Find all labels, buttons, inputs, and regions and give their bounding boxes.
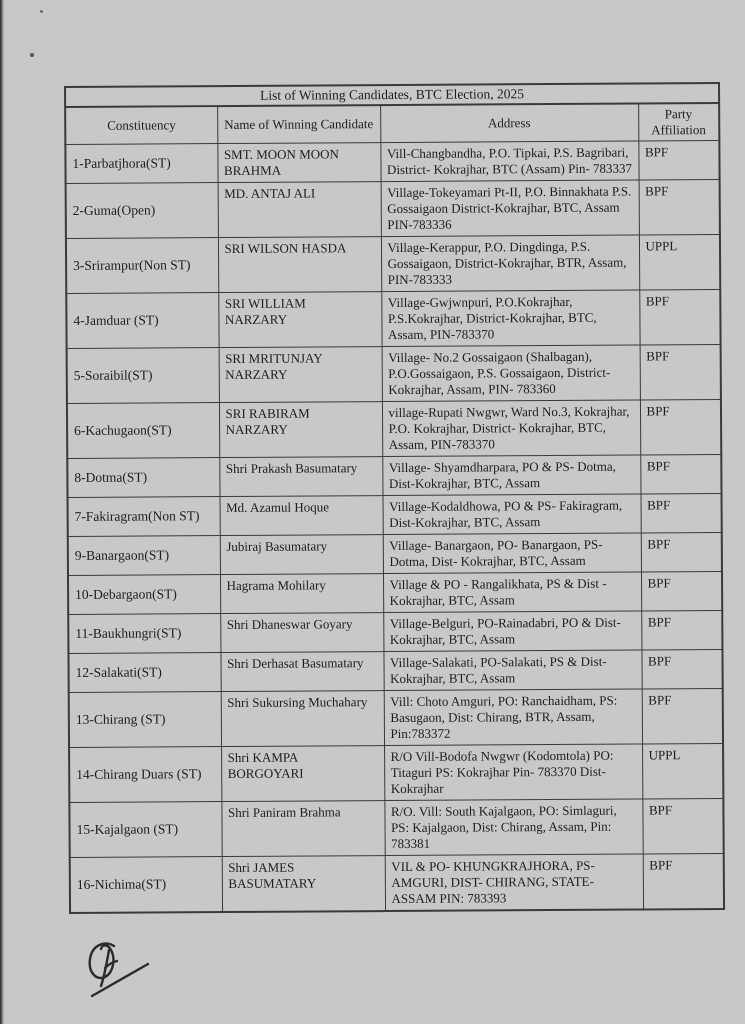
constituency-cell: 8-Dotma(ST) [67, 458, 219, 498]
address-cell: Vill-Changbandha, P.O. Tipkai, P.S. Bagribari, District- Kokrajhar, BTC (Assam) Pin- 783337 [380, 141, 638, 182]
candidate-name-cell: Shri JAMES BASUMATARY [222, 856, 385, 912]
party-cell: BPF [641, 649, 722, 688]
address-cell: Village & PO - Rangalikhata, PS & Dist - Kokrajhar, BTC, Assam [383, 572, 641, 613]
constituency-cell: 4-Jamduar (ST) [66, 293, 218, 349]
constituency-cell: 3-Srirampur(Non ST) [66, 238, 218, 294]
table-row [67, 344, 721, 403]
address-cell: R/O. Vill: South Kajalgaon, PO: Simlaguri, PS: Kajalgaon, Dist: Chirang, Assam, Pin: 783381 [384, 799, 642, 856]
constituency-cell: 10-Debargaon(ST) [68, 575, 220, 615]
candidate-name-cell: Shri Paniram Brahma [221, 801, 384, 857]
constituency-cell: 6-Kachugaon(ST) [67, 403, 219, 459]
party-cell: BPF [641, 610, 722, 649]
column-header-address: Address [380, 103, 638, 142]
address-cell: Village-Kodaldhowa, PO & PS- Fakiragram, Dist-Kokrajhar, BTC, Assam [383, 494, 641, 535]
constituency-cell: 7-Fakiragram(Non ST) [68, 497, 220, 537]
column-header-constituency: Constituency [65, 106, 217, 144]
constituency-cell: 1-Parbatjhora(ST) [65, 144, 217, 184]
table-header-row [65, 103, 719, 144]
candidate-name-cell: Hagrama Mohilary [220, 574, 383, 614]
candidate-name-cell: SRI MRITUNJAY NARZARY [219, 347, 382, 403]
table-row [68, 571, 722, 614]
table-row [66, 234, 720, 293]
constituency-cell: 12-Salakati(ST) [68, 653, 220, 693]
address-cell: Village-Belguri, PO-Rainadabri, PO & Dist- Kokrajhar, BTC, Assam [383, 611, 641, 652]
table-row [69, 688, 723, 747]
address-cell: Village-Kerappur, P.O. Dingdinga, P.S. Gossaigaon, District-Kokrajhar, BTR, Assam, PIN-783333 [381, 235, 639, 292]
table-row [65, 141, 719, 184]
address-cell: Vill: Choto Amguri, PO: Ranchaidham, PS: Basugaon, Dist: Chirang, BTR, Assam, Pin:783372 [384, 689, 642, 746]
constituency-cell: 9-Banargaon(ST) [68, 536, 220, 576]
scan-edge-artifact [0, 0, 4, 1024]
candidate-name-cell: Shri Derhasat Basumatary [220, 652, 383, 692]
scan-speck [30, 53, 34, 57]
constituency-cell: 16-Nichima(ST) [70, 857, 222, 913]
table-row [67, 454, 721, 497]
column-header-party: Party Affiliation [638, 103, 719, 141]
address-cell: Village-Tokeyamari Pt-II, P.O. Binnakhata P.S. Gossaigaon District-Kokrajhar, BTC, Assam PIN-783336 [381, 180, 639, 237]
table-row [66, 289, 720, 348]
constituency-cell: 2-Guma(Open) [66, 183, 218, 239]
candidate-name-cell: Shri Dhaneswar Goyary [220, 613, 383, 653]
party-cell: BPF [641, 532, 722, 571]
address-cell: Village-Salakati, PO-Salakati, PS & Dist- Kokrajhar, BTC, Assam [383, 650, 641, 691]
column-header-name: Name of Winning Candidate [217, 105, 380, 143]
table-row [67, 399, 721, 458]
constituency-cell: 15-Kajalgaon (ST) [69, 802, 221, 858]
constituency-cell: 11-Baukhungri(ST) [68, 614, 220, 654]
candidate-name-cell: SRI WILLIAM NARZARY [218, 292, 381, 348]
party-cell: BPF [640, 399, 721, 454]
party-cell: BPF [641, 493, 722, 532]
candidate-name-cell: SRI WILSON HASDA [218, 237, 381, 293]
party-cell: BPF [643, 853, 724, 909]
candidate-name-cell: Shri KAMPA BORGOYARI [221, 746, 384, 802]
party-cell: UPPL [639, 234, 720, 289]
address-cell: Village-Gwjwnpuri, P.O.Kokrajhar, P.S.Kokrajhar, District-Kokrajhar, BTC, Assam, PIN-783370 [381, 290, 639, 347]
party-cell: BPF [640, 454, 721, 493]
table-row [66, 180, 720, 239]
table-row [68, 532, 722, 575]
party-cell: UPPL [642, 743, 723, 798]
constituency-cell: 5-Soraibil(ST) [67, 348, 219, 404]
table-row [68, 610, 722, 653]
table-row [68, 493, 722, 536]
winning-candidates-table [64, 82, 725, 914]
address-cell: Village- No.2 Gossaigaon (Shalbagan), P.O.Gossaigaon, P.S. Gossaigaon, District-Kokrajhar, Assam, PIN- 783360 [382, 345, 640, 402]
party-cell: BPF [640, 344, 721, 399]
candidate-name-cell: Shri Sukursing Muchahary [221, 691, 384, 747]
party-cell: BPF [639, 180, 720, 235]
handwritten-signature-icon [84, 938, 180, 1008]
party-cell: BPF [642, 688, 723, 743]
address-cell: VIL & PO- KHUNGKRAJHORA, PS- AMGURI, DIST- CHIRANG, STATE-ASSAM PIN: 783393 [385, 854, 643, 911]
candidate-name-cell: Md. Azamul Hoque [220, 496, 383, 536]
candidate-name-cell: Jubiraj Basumatary [220, 535, 383, 575]
table-title: List of Winning Candidates, BTC Election, 2025 [65, 83, 719, 107]
party-cell: BPF [641, 571, 722, 610]
address-cell: Village- Shyamdharpara, PO & PS- Dotma, Dist-Kokrajhar, BTC, Assam [382, 455, 640, 496]
scan-speck [40, 10, 43, 13]
party-cell: BPF [639, 289, 720, 344]
party-cell: BPF [642, 798, 723, 853]
candidate-name-cell: SRI RABIRAM NARZARY [219, 402, 382, 458]
party-cell: BPF [638, 141, 719, 180]
table-row [68, 649, 722, 692]
table-row [70, 853, 724, 912]
table-row [69, 798, 723, 857]
address-cell: village-Rupati Nwgwr, Ward No.3, Kokrajhar, P.O. Kokrajhar, District- Kokrajhar, BTC, Assam, PIN-783370 [382, 400, 640, 457]
constituency-cell: 13-Chirang (ST) [69, 692, 221, 748]
address-cell: Village- Banargaon, PO- Banargaon, PS- Dotma, Dist- Kokrajhar, BTC, Assam [383, 533, 641, 574]
candidate-name-cell: Shri Prakash Basumatary [219, 457, 382, 497]
candidate-name-cell: MD. ANTAJ ALI [218, 182, 381, 238]
candidate-name-cell: SMT. MOON MOON BRAHMA [217, 143, 380, 183]
address-cell: R/O Vill-Bodofa Nwgwr (Kodomtola) PO: Titaguri PS: Kokrajhar Pin- 783370 Dist- Kokrajhar [384, 744, 642, 801]
constituency-cell: 14-Chirang Duars (ST) [69, 747, 221, 803]
table-row [69, 743, 723, 802]
